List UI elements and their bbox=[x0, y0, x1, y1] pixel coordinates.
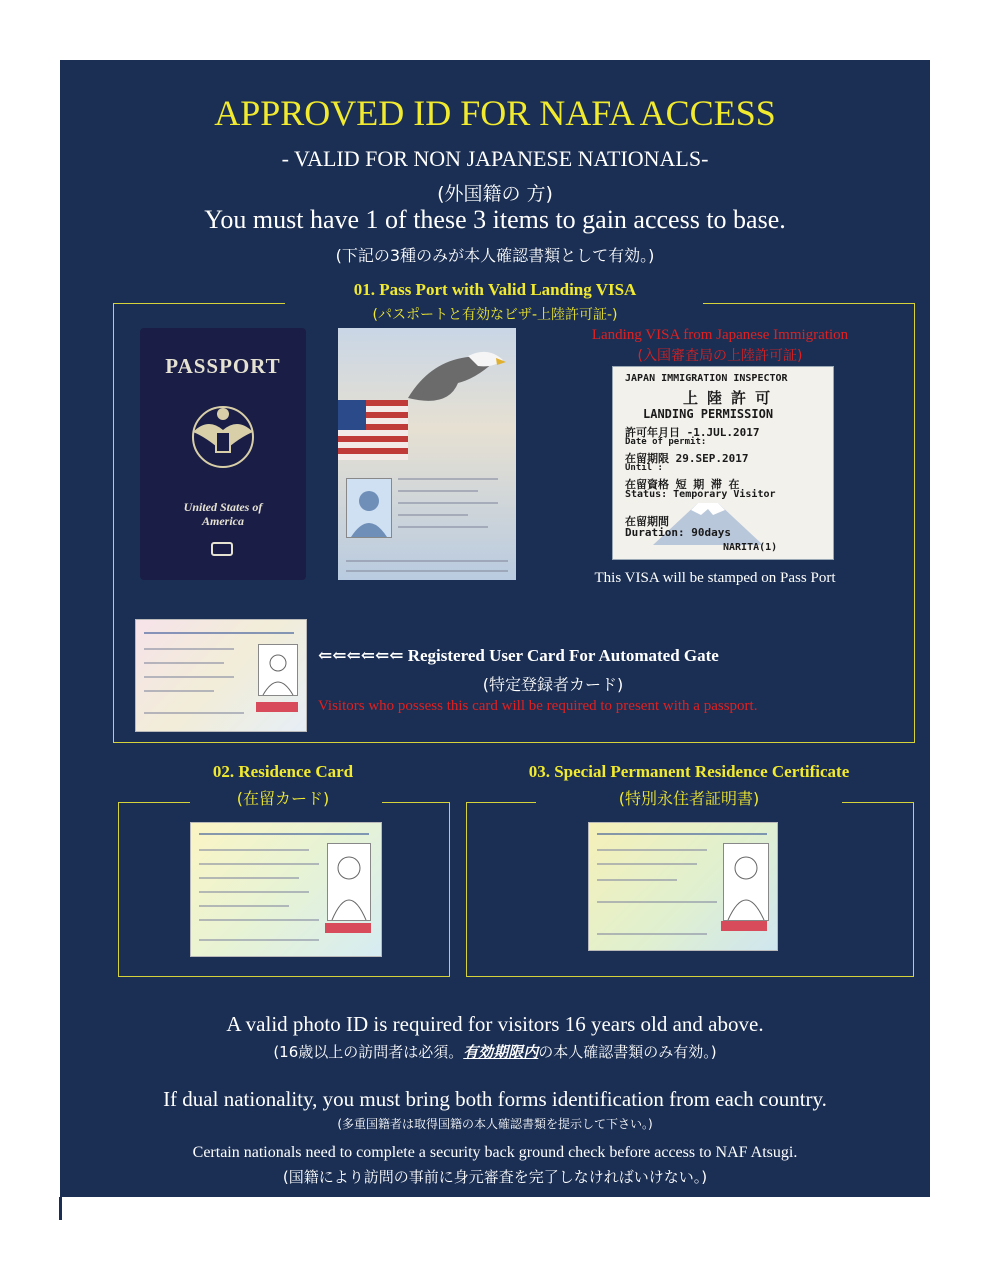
card-photo bbox=[258, 644, 298, 696]
page-edge-mark bbox=[59, 1197, 62, 1220]
item1-heading: 01. Pass Port with Valid Landing VISA bbox=[353, 280, 637, 299]
photo-id-jp-part-a: (16歳以上の訪問者は必須。 bbox=[273, 1043, 464, 1061]
card-line bbox=[144, 712, 244, 714]
gate-card-label-jp: (特定登録者カード) bbox=[482, 675, 624, 694]
mrz-line bbox=[346, 560, 508, 562]
item2-heading-jp: (在留カード) bbox=[236, 789, 330, 808]
card-line bbox=[144, 676, 234, 678]
visa-line: 在留資格 短 期 滞 在 bbox=[625, 478, 740, 491]
biometric-chip-icon bbox=[211, 542, 233, 556]
card-line bbox=[199, 919, 319, 921]
card-line bbox=[199, 833, 369, 835]
gate-card-label: ⇐⇐⇐⇐⇐⇐ Registered User Card For Automated Gate bbox=[318, 646, 719, 665]
card-photo bbox=[723, 843, 769, 921]
item2-heading: 02. Residence Card bbox=[212, 762, 354, 781]
background-check-text: Certain nationals need to complete a security back ground check before access to NAF Atsugi. bbox=[192, 1144, 798, 1161]
sample-stamp bbox=[721, 921, 767, 931]
card-line bbox=[199, 849, 309, 851]
gate-card-note: Visitors who possess this card will be required to present with a passport. bbox=[318, 698, 758, 714]
landing-visa-label-jp: (入国審査局の上陸許可証) bbox=[637, 348, 803, 364]
photo-id-jp-emphasis: 有効期限内 bbox=[463, 1043, 539, 1061]
person-silhouette-icon bbox=[328, 844, 370, 920]
photo-id-requirement-jp bbox=[60, 1041, 930, 1062]
item3-heading-jp: (特別永住者証明書) bbox=[618, 789, 760, 808]
data-line bbox=[398, 502, 498, 504]
visa-line: 許可年月日 -1.JUL.2017 bbox=[625, 426, 760, 439]
mrz-line bbox=[346, 570, 508, 572]
special-permanent-residence-certificate-image bbox=[588, 822, 778, 951]
card-line bbox=[597, 849, 707, 851]
card-line bbox=[597, 933, 707, 935]
card-line bbox=[597, 879, 677, 881]
card-line bbox=[144, 690, 214, 692]
visa-line: LANDING PERMISSION bbox=[643, 407, 774, 421]
visa-line: 在留期限 29.SEP.2017 bbox=[625, 452, 749, 465]
data-line bbox=[398, 478, 498, 480]
visa-caption: This VISA will be stamped on Pass Port bbox=[594, 570, 836, 586]
data-line bbox=[398, 490, 478, 492]
card-line bbox=[199, 891, 309, 893]
visa-line: 在留期間 bbox=[625, 515, 669, 528]
dual-nationality-text-jp: (多重国籍者は取得国籍の本人確認書類を提示して下さい。) bbox=[337, 1117, 653, 1131]
card-line bbox=[597, 833, 767, 835]
sample-stamp bbox=[325, 923, 371, 933]
data-line bbox=[398, 514, 468, 516]
eagle-illustration-icon bbox=[398, 338, 508, 418]
card-line bbox=[199, 905, 289, 907]
card-line bbox=[597, 901, 717, 903]
background-check-text-jp: (国籍により訪問の事前に身元審査を完了しなければいけない。) bbox=[282, 1168, 708, 1186]
photo-id-jp-part-c: の本人確認書類のみ有効。) bbox=[538, 1043, 717, 1061]
registered-user-card-image bbox=[135, 619, 307, 732]
data-line bbox=[398, 526, 488, 528]
passport-data-page-image bbox=[338, 328, 516, 580]
card-line bbox=[597, 863, 697, 865]
residence-card-image bbox=[190, 822, 382, 957]
card-photo bbox=[327, 843, 371, 921]
card-line bbox=[144, 662, 224, 664]
visa-line: Date of permit: bbox=[625, 437, 707, 447]
card-line bbox=[144, 648, 234, 650]
photo-id-requirement: A valid photo ID is required for visitors 16 years old and above. bbox=[226, 1012, 764, 1036]
passport-cover-title: PASSPORT bbox=[165, 354, 281, 378]
card-line bbox=[199, 863, 319, 865]
page-title: APPROVED ID FOR NAFA ACCESS bbox=[214, 93, 776, 133]
person-silhouette-icon bbox=[724, 844, 768, 920]
card-line bbox=[144, 632, 294, 634]
visa-line: Duration: 90days bbox=[625, 526, 731, 539]
visa-line: NARITA(1) bbox=[723, 542, 778, 553]
visa-line: Status: Temporary Visitor bbox=[625, 489, 776, 500]
instruction-text: You must have 1 of these 3 items to gain access to base. bbox=[204, 205, 786, 234]
item1-heading-jp: (パスポートと有効なビザ-上陸許可証-) bbox=[372, 307, 618, 323]
visa-line: 上 陸 許 可 bbox=[683, 389, 771, 407]
page-subtitle: - VALID FOR NON JAPANESE NATIONALS- bbox=[281, 146, 709, 171]
instruction-text-jp: (下記の3種のみが本人確認書類として有効。) bbox=[335, 246, 655, 265]
visa-line: Until : bbox=[625, 463, 663, 473]
passport-cover-image bbox=[140, 328, 306, 580]
landing-visa-stamp-image bbox=[612, 366, 834, 560]
sample-stamp bbox=[256, 702, 298, 712]
dual-nationality-text: If dual nationality, you must bring both forms identification from each country. bbox=[163, 1087, 827, 1111]
item3-heading: 03. Special Permanent Residence Certificate bbox=[528, 762, 850, 781]
person-silhouette-icon bbox=[259, 645, 297, 695]
visa-line: JAPAN IMMIGRATION INSPECTOR bbox=[625, 373, 788, 384]
holder-photo bbox=[346, 478, 392, 538]
person-silhouette-icon bbox=[347, 479, 391, 537]
eagle-seal-icon bbox=[178, 392, 268, 482]
page-subtitle-jp: (外国籍の 方) bbox=[437, 183, 553, 205]
passport-cover-country: United States of America bbox=[183, 500, 263, 528]
card-line bbox=[199, 877, 299, 879]
flag-canton bbox=[338, 400, 366, 430]
card-line bbox=[199, 939, 319, 941]
landing-visa-label: Landing VISA from Japanese Immigration bbox=[591, 327, 849, 343]
